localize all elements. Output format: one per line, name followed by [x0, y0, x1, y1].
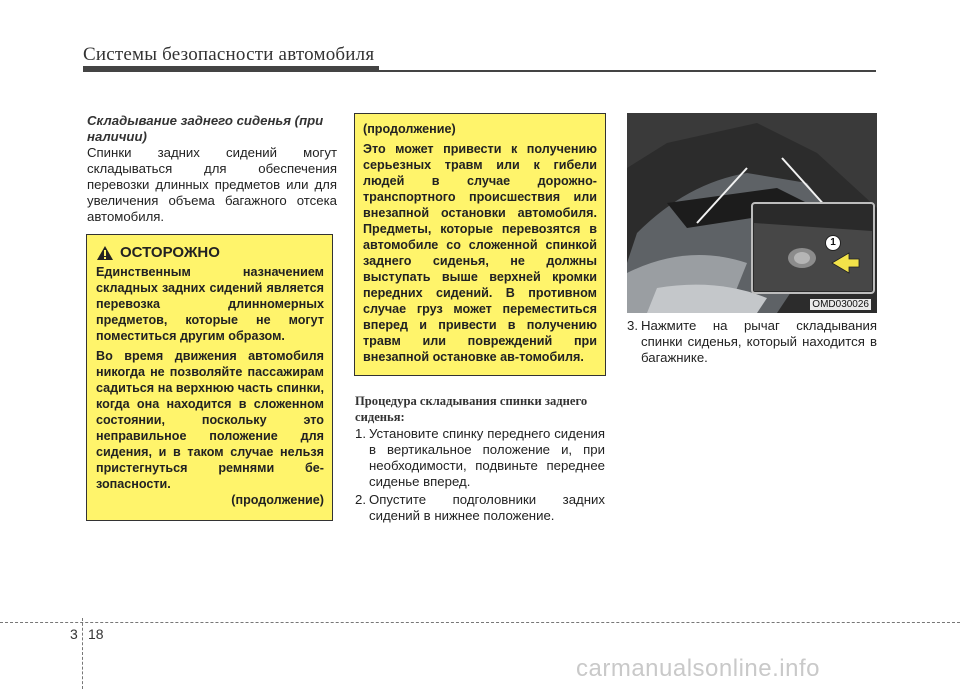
- warning-continued: (продолжение): [231, 493, 324, 507]
- warning-text: Это может привести к получению серьезных травм или к гибели людей в случае дорожно-транспортного происшествия или внезапной остановки автомобиля. Предметы, которые перевозятся в автомобиле со сложенной спинкой заднего сиденья, не должны выступать выше верхней кромки передних сидений. В противном случае груз может переместиться вперед и привести в получению травм или повреждений при внезапной остановке ав-томобиля.: [363, 142, 597, 364]
- header-bar-thin: [379, 70, 876, 72]
- warning-triangle-icon: [96, 245, 114, 261]
- page-number: 18: [88, 626, 104, 642]
- warning-paragraph-2: Во время движения автомобиля никогда не позволяйте пассажирам садиться на верхнюю часть спинки, когда она находится в сложенном состоянии, поскольку это неправильное положение для сидения, и в таком случае нельзя пристегнуться ремнями бе-зопасности.: [96, 349, 324, 491]
- step-number: 1.: [355, 426, 366, 441]
- steps-list: [355, 426, 605, 524]
- warning-box-middle: [354, 113, 606, 376]
- step-1: [355, 426, 605, 490]
- warning-paragraph-1: Единственным назначением складных задних сидений является перевозка длинномерных предметов, которые не могут поместиться другим образом.: [96, 265, 324, 343]
- warning-continued-head: (продолжение): [363, 122, 456, 136]
- warning-box-left: [86, 234, 333, 521]
- footer-vertical-line: [82, 618, 83, 689]
- step-text: Опустите подголовники задних сидений в нижнее положение.: [369, 492, 605, 523]
- watermark: carmanualsonline.info: [576, 655, 820, 682]
- step-text: Установите спинку переднего сидения в вертикальное положение и, при необходимости, подвиньте переднее сиденье вперед.: [369, 426, 605, 489]
- step-2: [355, 492, 605, 524]
- section-title: Складывание заднего сиденья (при наличии): [87, 113, 324, 144]
- steps-list-right: [627, 318, 877, 366]
- warning-header: [96, 244, 324, 261]
- header-bar-thick: [83, 66, 379, 72]
- step-number: 2.: [355, 492, 366, 507]
- trunk-illustration: [627, 113, 877, 313]
- procedure-title: Процедура складывания спинки заднего сиденья:: [355, 394, 588, 424]
- footer-line: [0, 622, 960, 623]
- step-number: 3.: [627, 318, 638, 333]
- callout-marker: 1: [825, 235, 841, 251]
- step-3: [627, 318, 877, 366]
- photo-code: OMD030026: [812, 299, 869, 310]
- page-header-title: Системы безопасности автомобиля: [83, 44, 375, 65]
- step-text: Нажмите на рычаг складывания спинки сиденья, который находится в багажнике.: [641, 318, 877, 365]
- trunk-photo: [627, 113, 877, 313]
- chapter-number: 3: [70, 626, 78, 642]
- intro-paragraph: Спинки задних сидений могут складываться для обеспечения перевозки длинных предметов или для увеличения объема багажного отсека автомобиля.: [87, 145, 337, 224]
- warning-title: ОСТОРОЖНО: [120, 244, 220, 261]
